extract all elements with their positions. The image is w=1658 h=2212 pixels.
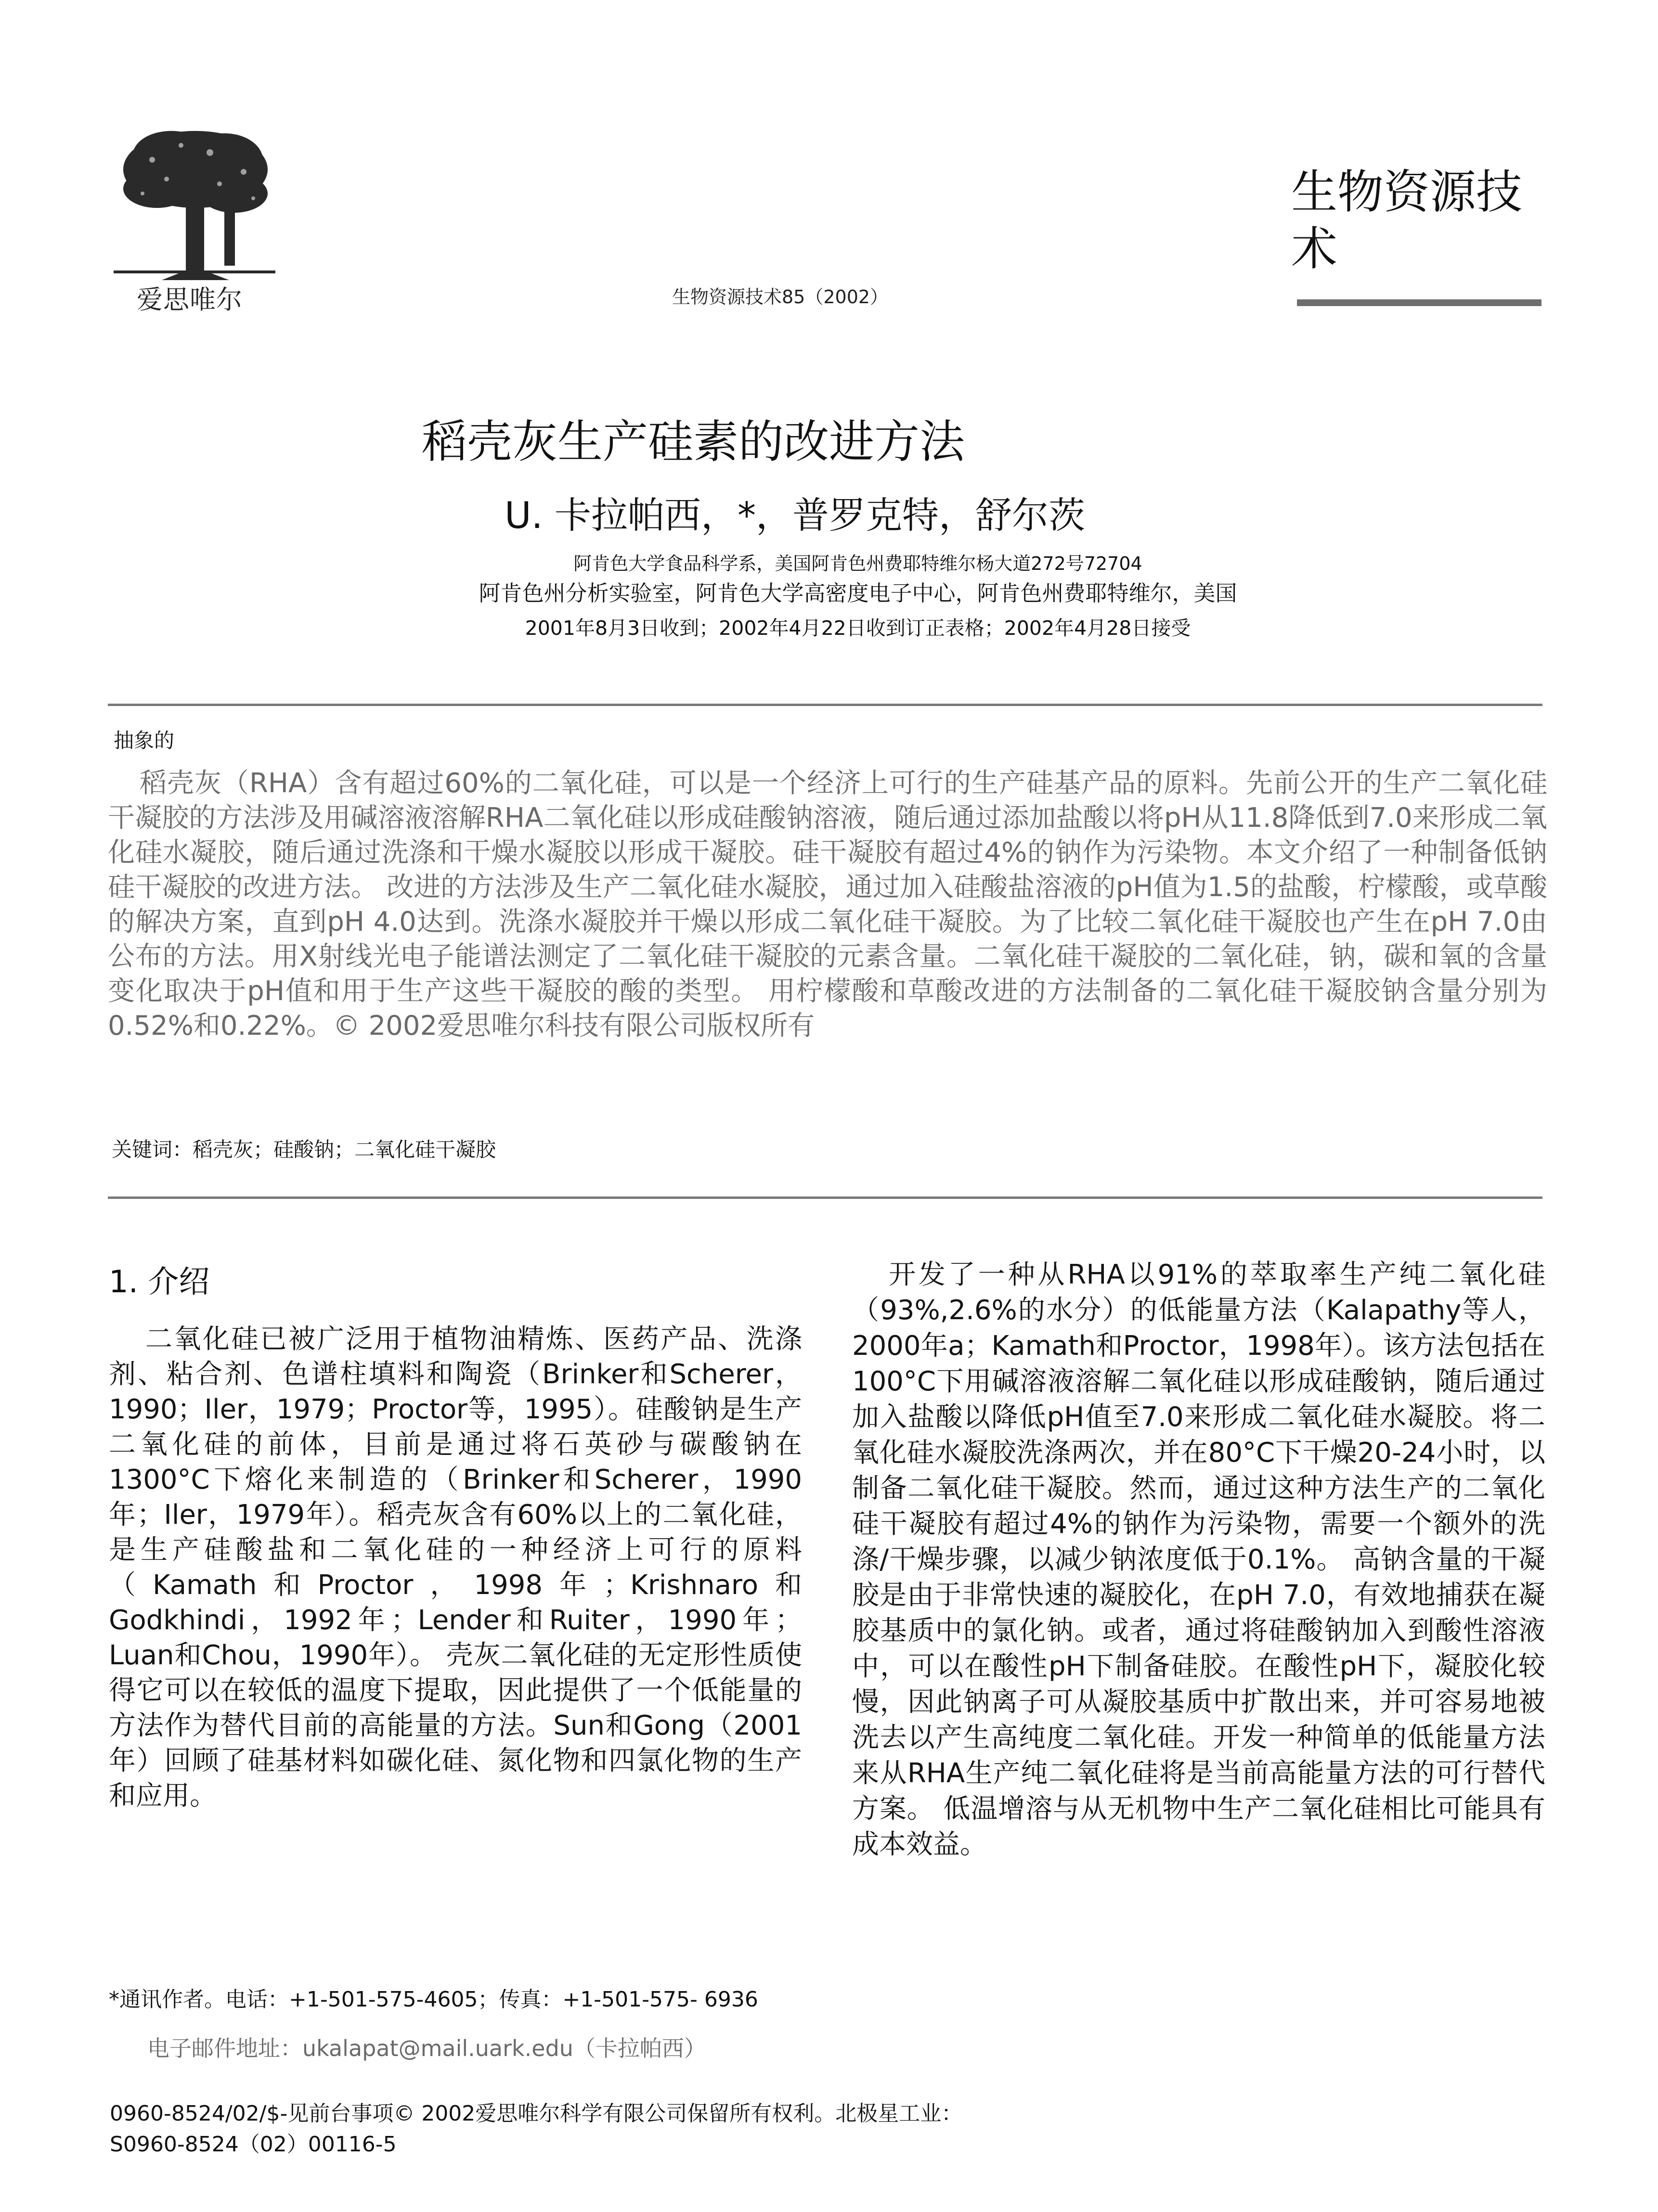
publisher-logo xyxy=(114,126,275,315)
article-authors: U. 卡拉帕西，*，普罗克特，舒尔茨 xyxy=(505,494,1085,537)
left-column-paragraph: 二氧化硅已被广泛用于植物油精炼、医药产品、洗涤剂、粘合剂、色谱柱填料和陶瓷（Brinker和Scherer，1990；Iler，1979；Proctor等，1995）。硅酸钠是生产二氧化硅的前体，目前是通过将石英砂与碳酸钠在1300°C下熔化来制造的（Brinker和Scherer，1990年；Iler，1979年）。稻壳灰含有60%以上的二氧化硅，是生产硅酸盐和二氧化硅的一种经济上可行的原料（Kamath和Proctor，1998年；Krishnaro和Godkhindi，1992年；Lender和Ruiter，1990年；Luan和Chou，1990年）。 壳灰二氧化硅的无定形性质使得它可以在较低的温度下提取，因此提供了一个低能量的方法作为替代目前的高能量的方法。Sun和Gong（2001年）回顾了硅基材料如碳化硅、氮化物和四氯化物的生产和应用。 xyxy=(109,1324,803,1812)
journal-divider xyxy=(1297,299,1541,306)
received-dates: 2001年8月3日收到；2002年4月22日收到订正表格；2002年4月28日接受 xyxy=(525,617,1191,640)
divider-top xyxy=(108,704,1542,706)
affiliation-1: 阿肯色大学食品科学系，美国阿肯色州费耶特维尔杨大道272号72704 xyxy=(573,553,1142,574)
issn-copyright: 0960-8524/02/$-见前台事项© 2002爱思唯尔科学有限公司保留所有权利。北极星工业：S0960-8524（02）00116-5 xyxy=(110,2101,963,2157)
divider-bottom xyxy=(108,1196,1542,1199)
right-column-paragraph: 开发了一种从RHA以91%的萃取率生产纯二氧化硅（93%,2.6%的水分）的低能量方法（Kalapathy等人，2000年a；Kamath和Proctor，1998年）。该方法包括在100°C下用碱溶液溶解二氧化硅以形成硅酸钠，随后通过加入盐酸以降低pH值至7.0来形成二氧化硅水凝胶。将二氧化硅水凝胶洗涤两次，并在80°C下干燥20-24小时，以制备二氧化硅干凝胶。然而，通过这种方法生产的二氧化硅干凝胶有超过4%的钠作为污染物，需要一个额外的洗涤/干燥步骤，以减少钠浓度低于0.1%。 高钠含量的干凝胶是由于非常快速的凝胶化，在pH 7.0，有效地捕获在凝胶基质中的氯化钠。或者，通过将硅酸钠加入到酸性溶液中，可以在酸性pH下制备硅胶。在酸性pH下，凝胶化较慢，因此钠离子可从凝胶基质中扩散出来，并可容易地被洗去以产生高纯度二氧化硅。开发一种简单的低能量方法来从RHA生产纯二氧化硅将是当前高能量方法的可行替代方案。 低温增溶与从无机物中生产二氧化硅相比可能具有成本效益。 xyxy=(852,1259,1545,1860)
article-title: 稻壳灰生产硅素的改进方法 xyxy=(422,416,965,468)
section-heading: 1. 介绍 xyxy=(109,1264,210,1300)
tree-logo-icon xyxy=(114,126,275,281)
affiliation-2: 阿肯色州分析实验室，阿肯色大学高密度电子中心，阿肯色州费耶特维尔，美国 xyxy=(479,580,1237,606)
abstract-heading: 抽象的 xyxy=(114,729,175,752)
journal-issue: 生物资源技术85（2002） xyxy=(672,286,889,308)
journal-name: 生物资源技术 xyxy=(1291,165,1522,276)
email-address: 电子邮件地址：ukalapat@mail.uark.edu（卡拉帕西） xyxy=(147,2035,706,2061)
abstract-body: 稻壳灰（RHA）含有超过60%的二氧化硅，可以是一个经济上可行的生产硅基产品的原料。先前公开的生产二氧化硅干凝胶的方法涉及用碱溶液溶解RHA二氧化硅以形成硅酸钠溶液，随后通过添加盐酸以将pH从11.8降低到7.0来形成二氧化硅水凝胶，随后通过洗涤和干燥水凝胶以形成干凝胶。硅干凝胶有超过4%的钠作为污染物。本文介绍了一种制备低钠硅干凝胶的改进方法。 改进的方法涉及生产二氧化硅水凝胶，通过加入硅酸盐溶液的pH值为1.5的盐酸，柠檬酸，或草酸的解决方案，直到pH 4.0达到。洗涤水凝胶并干燥以形成二氧化硅干凝胶。为了比较二氧化硅干凝胶也产生在pH 7.0由公布的方法。用X射线光电子能谱法测定了二氧化硅干凝胶的元素含量。二氧化硅干凝胶的二氧化硅，钠，碳和氧的含量变化取决于pH值和用于生产这些干凝胶的酸的类型。 用柠檬酸和草酸改进的方法制备的二氧化硅干凝胶钠含量分别为0.52%和0.22%。© 2002爱思唯尔科技有限公司版权所有 xyxy=(108,768,1547,1042)
corresponding-author-note: *通讯作者。电话：+1-501-575-4605；传真：+1-501-575- 6936 xyxy=(109,1987,758,2012)
publisher-name: 爱思唯尔 xyxy=(137,284,243,315)
keywords: 关键词：稻壳灰；硅酸钠；二氧化硅干凝胶 xyxy=(112,1138,496,1161)
